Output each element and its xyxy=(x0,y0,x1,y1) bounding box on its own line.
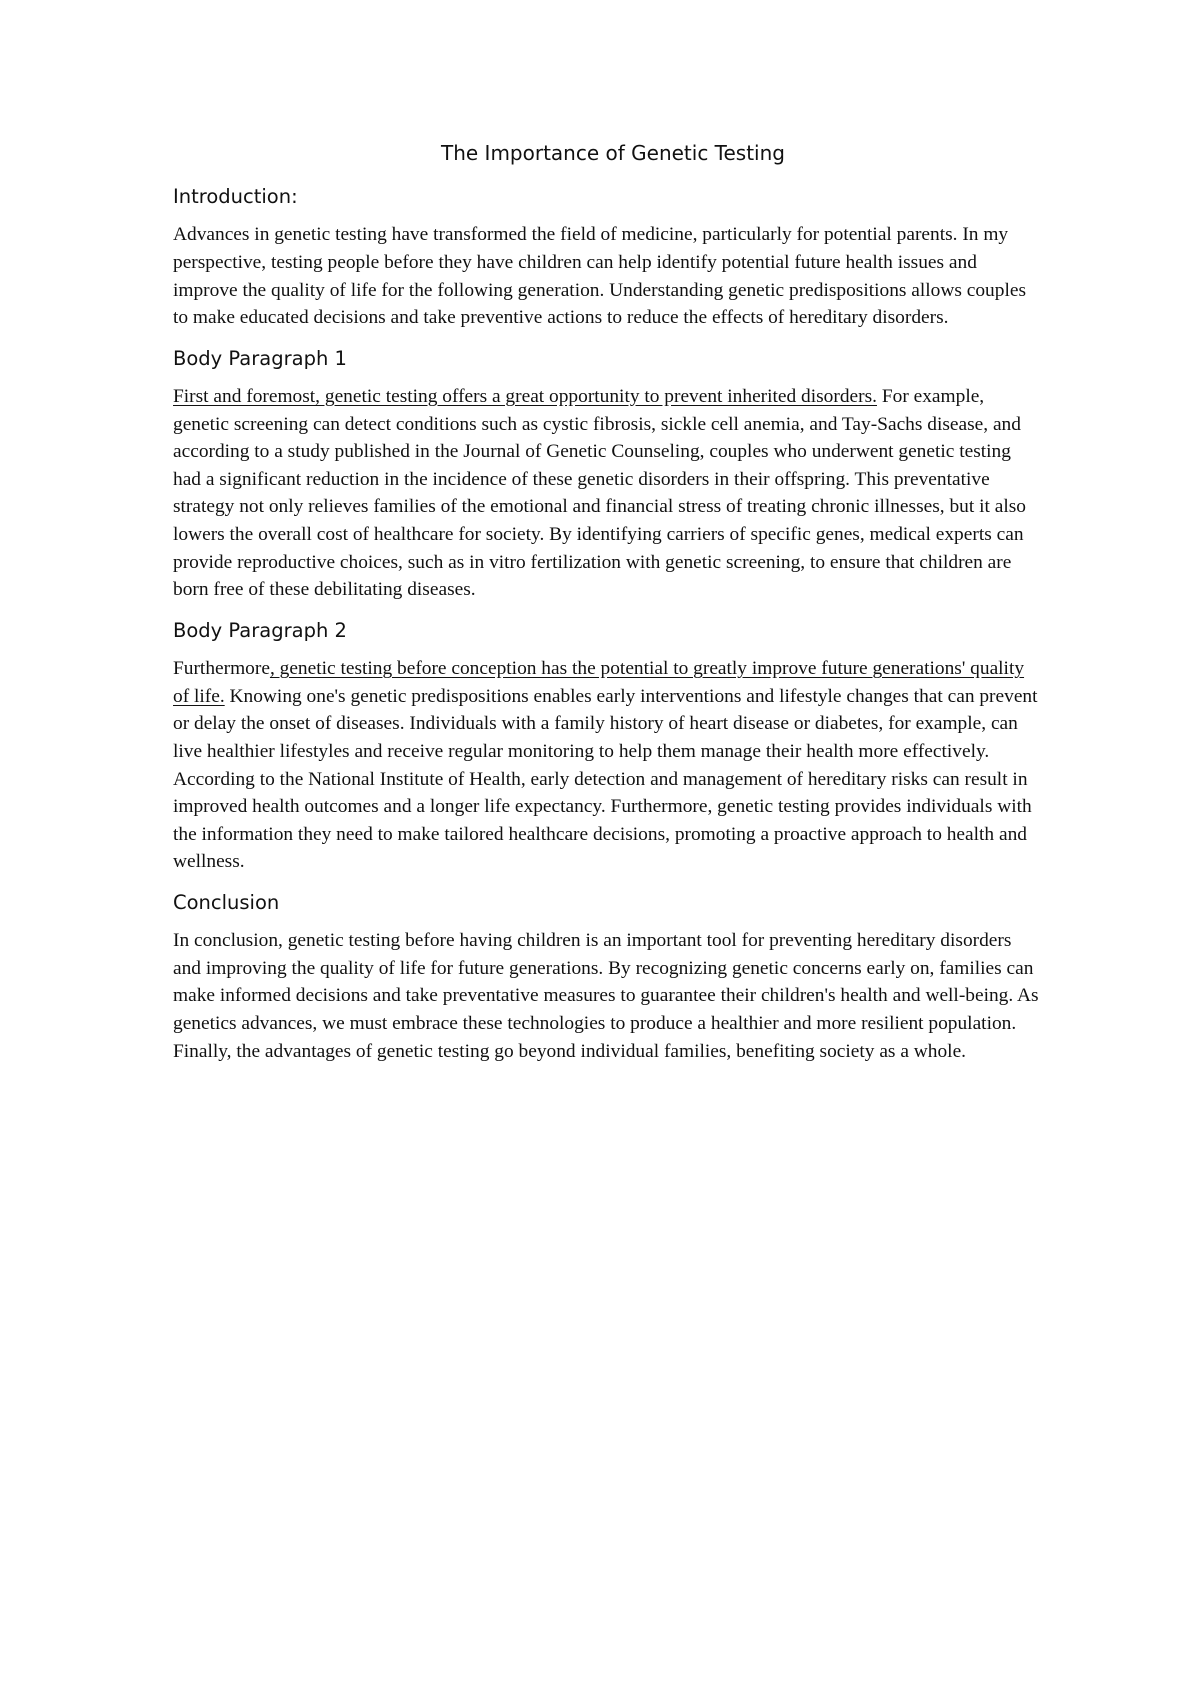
topic-sentence-body-2: , genetic testing before conception has the potential to greatly improve future generations' quality of life. xyxy=(173,658,1025,707)
paragraph-body-1 xyxy=(173,383,1043,604)
heading-introduction: Introduction: xyxy=(173,185,298,208)
heading-conclusion: Conclusion xyxy=(173,890,280,914)
body-2-lead: Furthermore xyxy=(173,658,270,680)
body-1-text: For example, genetic screening can detect conditions such as cystic fibrosis, sickle cell anemia, and Tay-Sachs disease, and according to a study published in the Journal of Genetic Counseling, couples who underwent genetic testing had a significant reduction in the incidence of these genetic disorders in their offspring. This preventative strategy not only relieves families of the emotional and financial stress of treating chronic illnesses, but it also lowers the overall cost of healthcare for society. By identifying carriers of specific genes, medical experts can provide reproductive choices, such as in vitro fertilization with genetic screening, to ensure that children are born free of these debilitating diseases. xyxy=(173,386,1026,601)
paragraph-introduction: Advances in genetic testing have transformed the field of medicine, particularly for potential parents. In my perspective, testing people before they have children can help identify potential future health issues and improve the quality of life for the following generation. Understanding genetic predispositions allows couples to make educated decisions and take preventive actions to reduce the effects of hereditary disorders. xyxy=(173,224,1026,329)
document-title: The Importance of Genetic Testing xyxy=(440,141,785,165)
paragraph-body-2 xyxy=(173,655,1043,876)
document-body xyxy=(173,140,1043,1079)
body-2-text: Knowing one's genetic predispositions enables early interventions and lifestyle changes that can prevent or delay the onset of diseases. Individuals with a family history of heart disease or diabetes, for example, can live healthier lifestyles and receive regular monitoring to help them manage their health more effectively. According to the National Institute of Health, early detection and management of hereditary risks can result in improved health outcomes and a longer life expectancy. Furthermore, genetic testing provides individuals with the information they need to make tailored healthcare decisions, promoting a proactive approach to health and wellness. xyxy=(173,685,1038,873)
heading-body-paragraph-1: Body Paragraph 1 xyxy=(173,346,347,370)
paragraph-conclusion: In conclusion, genetic testing before having children is an important tool for preventing hereditary disorders and improving the quality of life for future generations. By recognizing genetic concerns early on, families can make informed decisions and take preventative measures to guarantee their children's health and well-being. As genetics advances, we must embrace these technologies to produce a healthier and more resilient population. Finally, the advantages of genetic testing go beyond individual families, benefiting society as a whole. xyxy=(173,930,1039,1062)
heading-body-paragraph-2: Body Paragraph 2 xyxy=(173,618,347,642)
topic-sentence-body-1: First and foremost, genetic testing offers a great opportunity to prevent inherited disorders. xyxy=(173,386,877,408)
